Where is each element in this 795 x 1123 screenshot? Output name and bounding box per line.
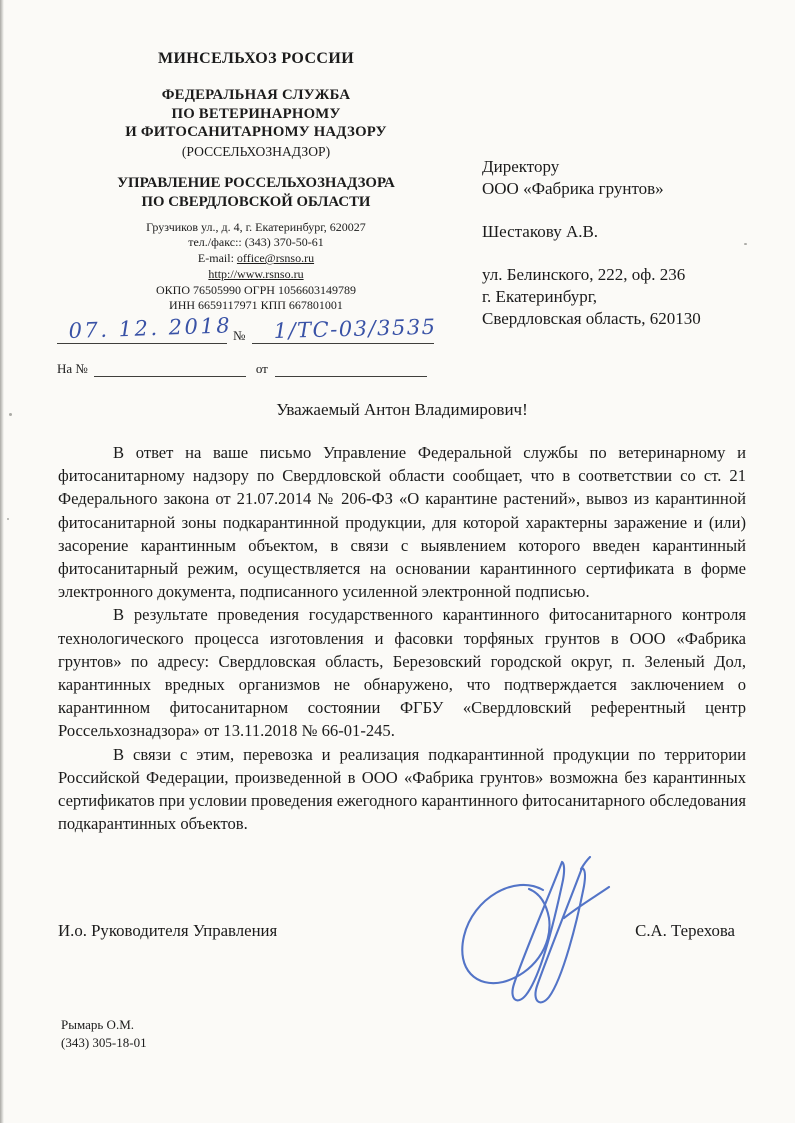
department-name-line1: УПРАВЛЕНИЕ РОССЕЛЬХОЗНАДЗОРА — [117, 174, 395, 191]
outgoing-number-field — [252, 315, 438, 344]
ministry-title: МИНСЕЛЬХОЗ РОССИИ — [157, 50, 355, 67]
scan-speck — [9, 413, 12, 416]
number-sign: № — [233, 328, 246, 344]
outgoing-date-field — [57, 313, 233, 344]
service-abbreviation: (РОССЕЛЬХОЗНАДЗОР) — [181, 143, 331, 159]
body-paragraph-3: В связи с этим, перевозка и реализация подкарантинной продукции по территории Российской Федерации, произведенной в ООО «Фабрика грунтов» возможна без карантинных сертификатов при условии проведения ежегодного карантинного фитосанитарного обследования подкарантинных объектов. — [58, 744, 746, 834]
website-url: http://www.rsnso.ru — [208, 266, 304, 281]
handwritten-date: 07. 12. 2018 — [68, 313, 233, 344]
scan-speck — [744, 243, 747, 245]
service-name-line2: ПО ВЕТЕРИНАРНОМУ — [171, 105, 341, 122]
inn-kpp: ИНН 6659117971 КПП 667801001 — [169, 298, 343, 313]
reply-reference-row — [57, 361, 455, 377]
recipient-block — [482, 156, 701, 330]
letterhead — [57, 50, 455, 377]
postal-address: Грузчиков ул., д. 4, г. Екатеринбург, 620027 — [146, 219, 366, 234]
service-name — [57, 86, 455, 142]
letter-body — [58, 441, 746, 835]
recipient-street: ул. Белинского, 222, оф. 236 — [482, 265, 686, 284]
email-line — [57, 251, 455, 267]
signer-name: С.А. Терехова — [635, 921, 735, 940]
recipient-region-zip: Свердловская область, 620130 — [482, 309, 701, 328]
scan-edge-artifact — [0, 0, 4, 1123]
recipient-position: Директору — [482, 157, 560, 176]
reference-row — [57, 313, 455, 344]
email-address: office@rsnso.ru — [236, 251, 315, 266]
department-name-line2: ПО СВЕРДЛОВСКОЙ ОБЛАСТИ — [141, 193, 371, 210]
body-paragraph-2: В результате проведения государственного карантинного фитосанитарного контроля технологического процесса изготовления и фасовки торфяных грунтов в ООО «Фабрика грунтов» по адресу: Свердловская область, Березовский городской округ, п. Зеленый Дол, карантинных вредных организмов не обнаружено, что подтверждается заключением о карантинном фитосанитарном состоянии ФГБУ «Свердловский референтный центр Россельхознадзора» от 13.11.2018 № 66-01-245. — [58, 605, 746, 741]
executor-block — [61, 1016, 147, 1051]
letterhead-contacts — [57, 220, 455, 315]
handwritten-number: 1/ТС-03/3535 — [273, 315, 438, 344]
email-label: E-mail: — [197, 251, 237, 266]
reply-date-blank — [275, 361, 427, 377]
recipient-city: г. Екатеринбург, — [482, 287, 598, 306]
salutation: Уважаемый Антон Владимирович! — [276, 400, 528, 419]
okpo-ogrn: ОКПО 76505990 ОГРН 1056603149789 — [156, 282, 356, 297]
service-name-line3: И ФИТОСАНИТАРНОМУ НАДЗОРУ — [125, 124, 387, 140]
signature-row — [58, 921, 735, 941]
body-paragraph-1: В ответ на ваше письмо Управление Федеральной службы по ветеринарному и фитосанитарному надзору по Свердловской области сообщает, что в соответствии со ст. 21 Федерального закона от 21.07.2014 № 206-ФЗ «О карантине растений», вывоз из карантинной фитосанитарной зоны подкарантинной продукции, для которой характерны заражение и (или) засорение карантинным объектом, в связи с выявлением которого введен карантинный фитосанитарный режим, осуществляется на основании карантинного сертификата в форме электронного документа, подписанного усиленной электронной подписью. — [58, 443, 746, 602]
service-name-line1: ФЕДЕРАЛЬНАЯ СЛУЖБА — [161, 87, 351, 103]
recipient-name: Шестакову А.В. — [482, 222, 599, 241]
signer-position: И.о. Руководителя Управления — [58, 921, 278, 940]
reply-number-blank — [94, 361, 246, 377]
executor-phone: (343) 305-18-01 — [61, 1034, 147, 1050]
reply-from-label: от — [255, 361, 268, 377]
department-name — [57, 174, 455, 212]
reply-number-label: На № — [57, 361, 88, 377]
scan-speck — [7, 518, 9, 520]
website-line — [57, 267, 455, 283]
recipient-organization: ООО «Фабрика грунтов» — [482, 179, 664, 198]
phone-fax: тел./факс:: (343) 370-50-61 — [188, 235, 324, 250]
executor-name: Рымарь О.М. — [61, 1017, 134, 1032]
